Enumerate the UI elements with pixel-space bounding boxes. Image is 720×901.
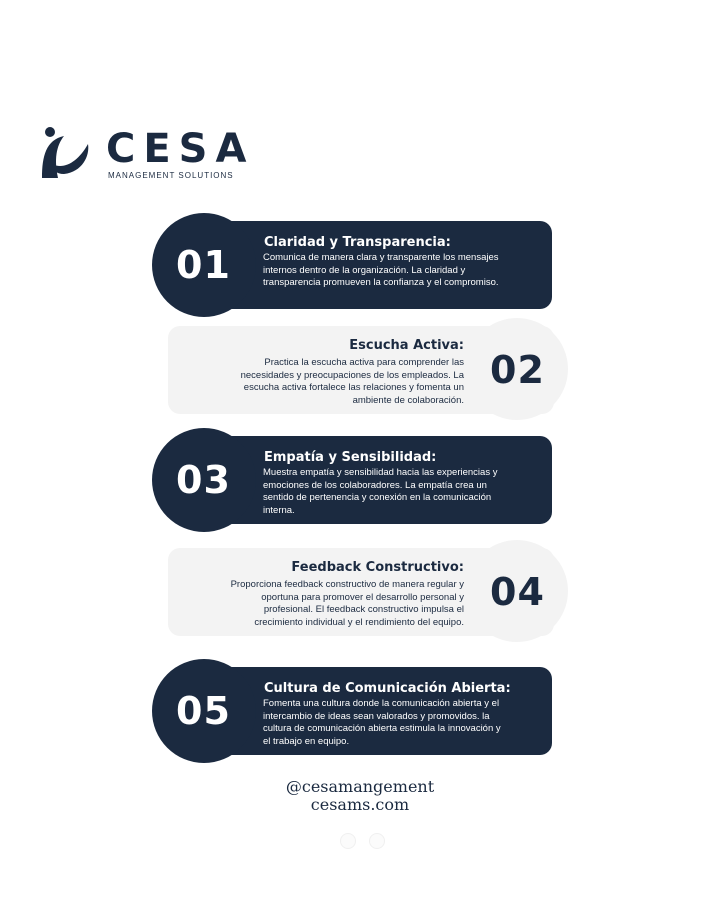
step-02: [0, 318, 720, 422]
step-description: Comunica de manera clara y transparente los mensajes internos dentro de la organización. La claridad y transparencia promueven la confianza y el compromiso.: [263, 252, 499, 288]
cesa-logo: [38, 126, 255, 186]
step-title: Escucha Activa:: [349, 338, 464, 353]
step-04: [0, 540, 720, 644]
step-01: [0, 213, 720, 317]
step-description: Fomenta una cultura donde la comunicación abierta y el intercambio de ideas sean valorados y promovidos. la cultura de comunicación abierta estimula la innovación y el trabajo en equipo.: [263, 698, 501, 747]
step-title: Empatía y Sensibilidad:: [264, 450, 437, 465]
social-handle: @cesamangement: [285, 777, 435, 796]
step-title: Claridad y Transparencia:: [264, 235, 451, 250]
step-03: [0, 428, 720, 532]
step-title: Cultura de Comunicación Abierta:: [264, 681, 511, 696]
logo-subtitle: MANAGEMENT SOLUTIONS: [108, 171, 234, 180]
step-title: Feedback Constructivo:: [291, 560, 464, 575]
website-link[interactable]: cesams.com: [310, 795, 410, 814]
step-number: 04: [490, 570, 545, 614]
step-number: 02: [490, 348, 545, 392]
step-description: Practica la escucha activa para comprender las necesidades y preocupaciones de los empleados. La escucha activa fortalece las relaciones y fomenta un ambiente de colaboración.: [240, 357, 464, 406]
cesa-logo-icon: [38, 126, 94, 180]
logo-wordmark: CESA: [106, 126, 255, 172]
step-description: Muestra empatía y sensibilidad hacia las experiencias y emociones de los colaboradores. La empatía crea un sentido de pertenencia y conexión en la comunicación interna.: [263, 467, 498, 516]
step-number: 03: [176, 458, 231, 502]
carousel-dot[interactable]: [369, 833, 385, 849]
step-number: 05: [176, 689, 231, 733]
carousel-dot[interactable]: [340, 833, 356, 849]
step-05: [0, 659, 720, 763]
step-number: 01: [176, 243, 231, 287]
step-description: Proporciona feedback constructivo de manera regular y oportuna para promover el desarrollo personal y profesional. El feedback constructivo impulsa el crecimiento individual y el rendimiento del equipo.: [230, 579, 464, 628]
